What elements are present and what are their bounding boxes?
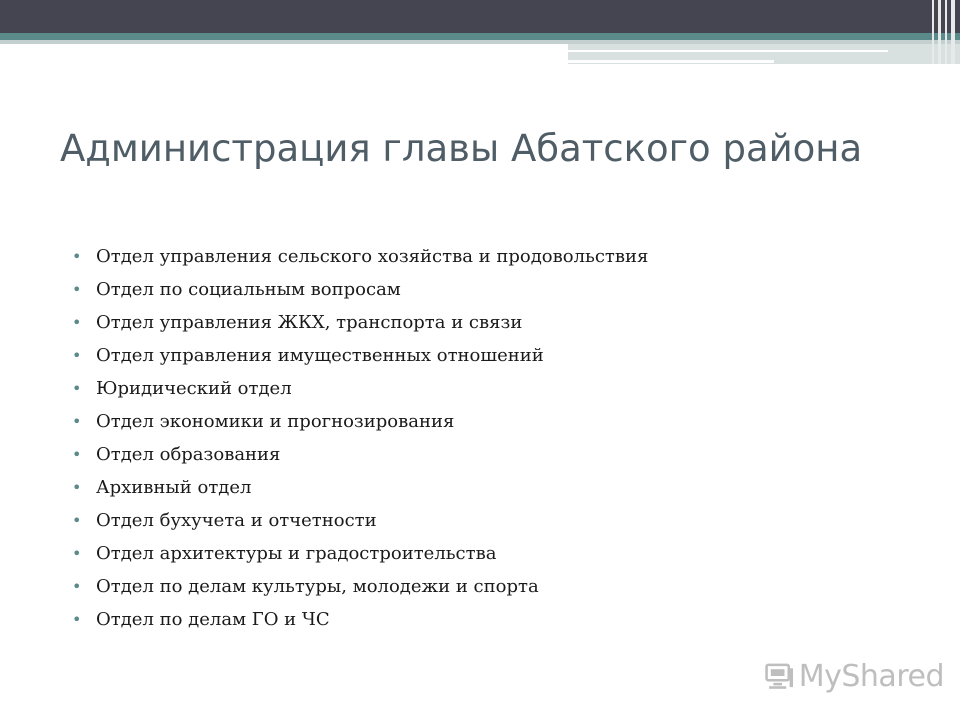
bullet-text: Отдел по делам культуры, молодежи и спорта — [96, 576, 539, 597]
watermark-text: MyShared — [798, 658, 944, 694]
header-stripes — [928, 0, 960, 64]
bullet-text: Отдел управления имущественных отношений — [96, 345, 544, 366]
slide-title: Администрация главы Абатского района — [60, 127, 863, 170]
stripe — [932, 0, 934, 64]
bullet-item — [72, 603, 912, 636]
bullet-item — [72, 471, 912, 504]
bullet-dot-icon: • — [72, 346, 82, 365]
bullet-item — [72, 240, 912, 273]
bullet-text: Архивный отдел — [96, 477, 252, 498]
bullet-dot-icon: • — [72, 313, 82, 332]
bullet-text: Отдел экономики и прогнозирования — [96, 411, 455, 432]
bullet-text: Отдел архитектуры и градостроительства — [96, 543, 497, 564]
bullet-dot-icon: • — [72, 412, 82, 431]
header-accent-teal — [0, 33, 960, 40]
bullet-item — [72, 537, 912, 570]
bullet-dot-icon: • — [72, 610, 82, 629]
computer-icon — [764, 658, 795, 694]
bullet-item — [72, 339, 912, 372]
bullet-item — [72, 570, 912, 603]
header-band — [0, 0, 960, 33]
bullet-dot-icon: • — [72, 478, 82, 497]
bullet-text: Отдел бухучета и отчетности — [96, 510, 377, 531]
bullet-item — [72, 372, 912, 405]
bullet-text: Отдел образования — [96, 444, 281, 465]
bullet-item — [72, 306, 912, 339]
bullet-dot-icon: • — [72, 379, 82, 398]
stripe — [951, 0, 955, 64]
stripe — [938, 0, 941, 64]
bullet-item — [72, 273, 912, 306]
bullet-item — [72, 405, 912, 438]
bullet-dot-icon: • — [72, 280, 82, 299]
bullet-dot-icon: • — [72, 511, 82, 530]
stripe — [945, 0, 947, 64]
bullet-text: Юридический отдел — [96, 378, 292, 399]
bullet-dot-icon: • — [72, 544, 82, 563]
bullet-text: Отдел по социальным вопросам — [96, 279, 401, 300]
bullet-text: Отдел управления ЖКХ, транспорта и связи — [96, 312, 523, 333]
bullet-item — [72, 504, 912, 537]
header-line — [568, 60, 774, 63]
bullet-dot-icon: • — [72, 577, 82, 596]
bullet-text: Отдел управления сельского хозяйства и продовольствия — [96, 246, 649, 267]
bullet-list — [72, 240, 912, 636]
bullet-dot-icon: • — [72, 247, 82, 266]
header-line — [568, 50, 888, 52]
bullet-dot-icon: • — [72, 445, 82, 464]
bullet-item — [72, 438, 912, 471]
bullet-text: Отдел по делам ГО и ЧС — [96, 609, 330, 630]
watermark — [764, 654, 944, 698]
